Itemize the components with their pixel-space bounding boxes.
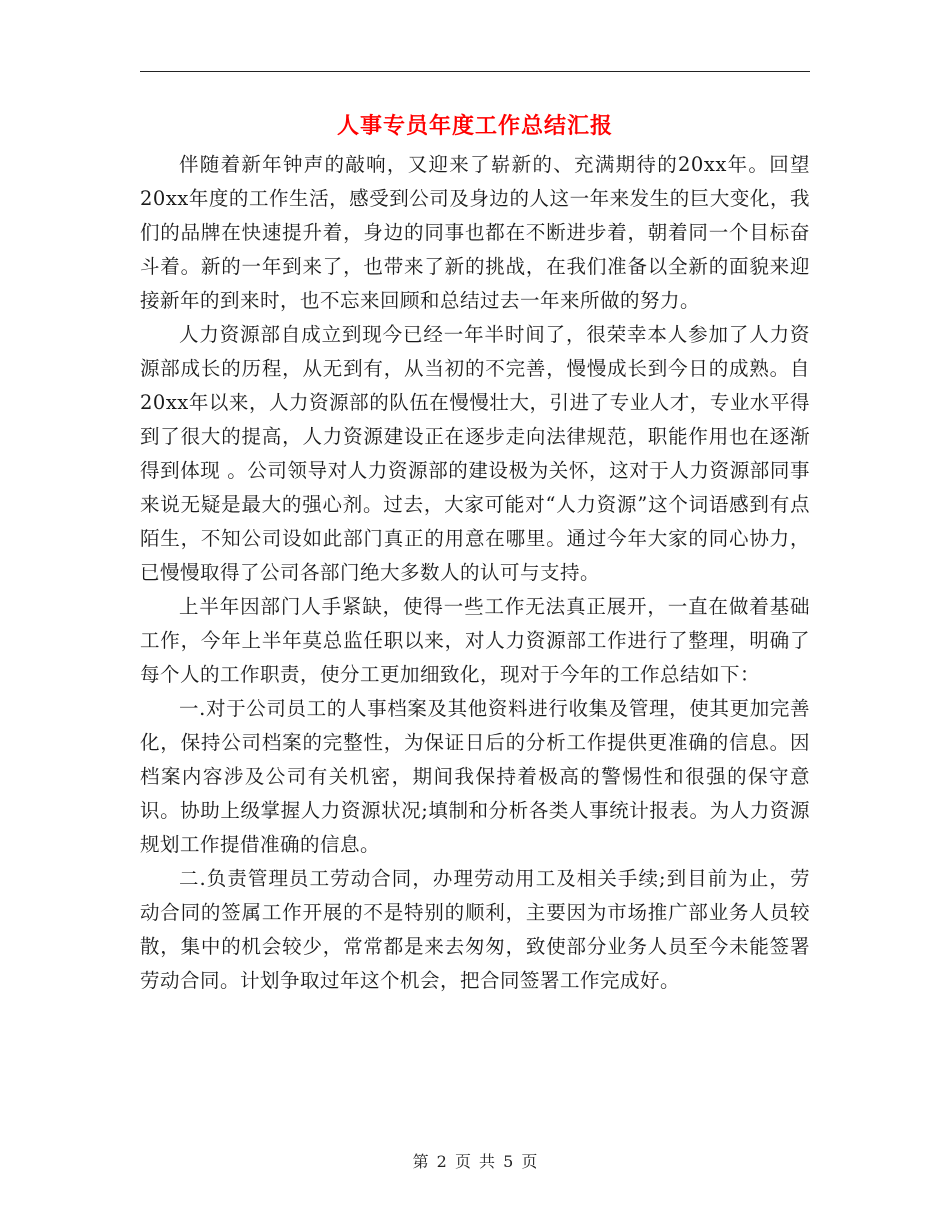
header-rule (140, 71, 810, 72)
document-title: 人事专员年度工作总结汇报 (336, 113, 613, 139)
paragraph-hr-department: 人力资源部自成立到现今已经一年半时间了，很荣幸本人参加了人力资源部成长的历程，从无到有，从当初的不完善，慢慢成长到今日的成熟。自20xx年以来，人力资源部的队伍在慢慢壮大，引进了专业人才，专业水平得到了很大的提高，人力资源建设正在逐步走向法律规范，职能作用也在逐渐得到体现 。公司领导对人力资源部的建设极为关怀，这对于人力资源部同事来说无疑是最大的强心剂。过去，大家可能对“人力资源”这个词语感到有点陌生，不知公司设如此部门真正的用意在哪里。通过今年大家的同心协力，已慢慢取得了公司各部门绝大多数人的认可与支持。 (140, 323, 810, 584)
paragraph-item-one: 一.对于公司员工的人事档案及其他资料进行收集及管理，使其更加完善化，保持公司档案的完整性，为保证日后的分析工作提供更准确的信息。因档案内容涉及公司有关机密，期间我保持着极高的警惕性和很强的保守意识。协助上级掌握人力资源状况;填制和分析各类人事统计报表。为人力资源规划工作提借准确的信息。 (140, 697, 810, 856)
paragraph-item-two: 二.负责管理员工劳动合同，办理劳动用工及相关手续;到目前为止，劳动合同的签属工作开展的不是特别的顺利，主要因为市场推广部业务人员较散，集中的机会较少，常常都是来去匆匆，致使部分业务人员至今未能签署劳动合同。计划争取过年这个机会，把合同签署工作完成好。 (140, 867, 810, 992)
page-number: 第 2 页 共 5 页 (412, 1152, 538, 1171)
document-body (140, 148, 810, 998)
paragraph-first-half: 上半年因部门人手紧缺，使得一些工作无法真正展开，一直在做着基础工作，今年上半年莫总监任职以来，对人力资源部工作进行了整理，明确了每个人的工作职责，使分工更加细致化，现对于今年的工作总结如下： (140, 595, 810, 686)
paragraph-intro: 伴随着新年钟声的敲响，又迎来了崭新的、充满期待的20xx年。回望20xx年度的工作生活，感受到公司及身边的人这一年来发生的巨大变化，我们的品牌在快速提升着，身边的同事也都在不断进步着，朝着同一个目标奋斗着。新的一年到来了，也带来了新的挑战，在我们准备以全新的面貌来迎接新年的到来时，也不忘来回顾和总结过去一年来所做的努力。 (140, 153, 810, 312)
